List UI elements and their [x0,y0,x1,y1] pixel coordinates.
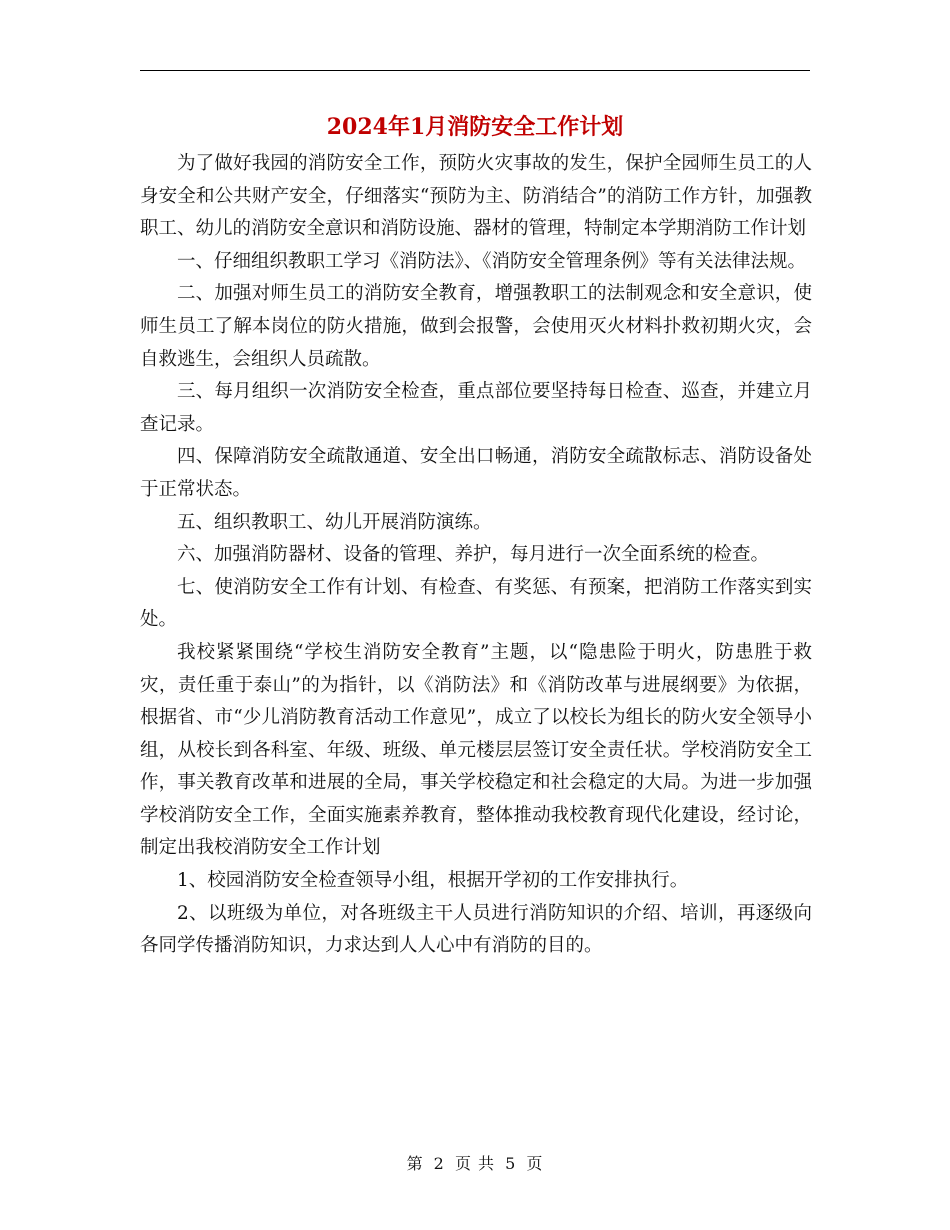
paragraph-item-2: 二、加强对师生员工的消防安全教育，增强教职工的法制观念和安全意识，使师生员工了解本岗位的防火措施，做到会报警，会使用灭火材料扑救初期火灾，会自救逃生，会组织人员疏散。 [140,283,812,370]
document-body [140,148,812,963]
paragraph-item-6: 六、加强消防器材、设备的管理、养护，每月进行一次全面系统的检查。 [177,544,770,566]
paragraph-intro: 为了做好我园的消防安全工作，预防火灾事故的发生，保护全园师生员工的人身安全和公共财产安全，仔细落实“预防为主、防消结合”的消防工作方针，加强教职工、幼儿的消防安全意识和消防设施、器材的管理，特制定本学期消防工作计划 [140,153,812,240]
paragraph-item-4: 四、保障消防安全疏散通道、安全出口畅通，消防安全疏散标志、消防设备处于正常状态。 [140,446,812,500]
paragraph-item-3: 三、每月组织一次消防安全检查，重点部位要坚持每日检查、巡查，并建立月查记录。 [140,381,812,435]
paragraph-point-1: 1、校园消防安全检查领导小组，根据开学初的工作安排执行。 [177,870,689,892]
header-rule [140,70,810,71]
paragraph-item-7: 七、使消防安全工作有计划、有检查、有奖惩、有预案，把消防工作落实到实处。 [140,576,812,631]
footer-middle: 页 共 [454,1154,496,1173]
page-footer [140,1152,810,1176]
paragraph-point-2: 2、以班级为单位，对各班级主干人员进行消防知识的介绍、培训，再逐级向各同学传播消防知识，力求达到人人心中有消防的目的。 [140,902,812,957]
footer-suffix: 页 [526,1154,544,1173]
paragraph-item-1: 一、仔细组织教职工学习《消防法》、《消防安全管理条例》等有关法律法规。 [177,250,807,272]
footer-prefix: 第 [406,1154,424,1173]
footer-current-page: 2 [433,1154,445,1173]
paragraph-school-plan: 我校紧紧围绕“学校生消防安全教育”主题，以“隐患险于明火，防患胜于救灾，责任重于泰山”的为指针，以《消防法》和《消防改革与进展纲要》为依据，根据省、市“少儿消防教育活动工作意见”，成立了以校长为组长的防火安全领导小组，从校长到各科室、年级、班级、单元楼层层签订安全责任状。学校消防安全工作，事关教育改革和进展的全局，事关学校稳定和社会稳定的大局。为进一步加强学校消防安全工作，全面实施素养教育，整体推动我校教育现代化建设，经讨论，制定出我校消防安全工作计划 [140,641,812,859]
paragraph-item-5: 五、组织教职工、幼儿开展消防演练。 [177,511,492,533]
footer-total-pages: 5 [505,1154,517,1173]
document-title: 2024年1月消防安全工作计划 [326,114,624,140]
